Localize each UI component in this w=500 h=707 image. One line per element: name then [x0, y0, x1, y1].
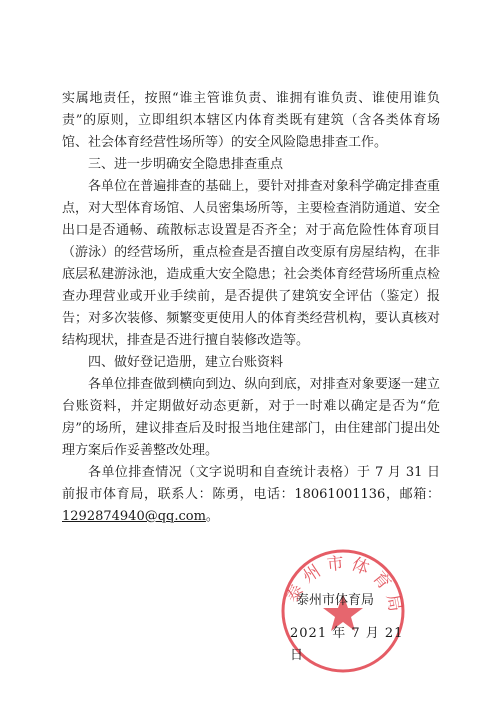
seal-text: 泰州市体育局	[282, 553, 407, 620]
paragraph-registration: 各单位排查做到横向到边、纵向到底，对排查对象要逐一建立台账资料，并定期做好动态更新，对于一时难以确定是否为“危房”的场所，建议排查后及时报当地住建部门，由住建部门提出处理方案后作妥善整改处理。	[62, 377, 440, 458]
signature-date: 2021 年 7 月 21 日	[290, 626, 404, 663]
document-body	[62, 88, 440, 528]
paragraph-inspection-focus: 各单位在普遍排查的基础上，要针对排查对象科学确定排查重点，对大型体育场馆、人员密集场所等，主要检查消防通道、安全出口是否通畅、疏散标志设置是否齐全；对于高危险性体育项目（游泳）的经营场所，重点检查是否擅自改变原有房屋结构，在非底层私建游泳池，造成重大安全隐患；社会类体育经营场所重点检查办理营业或开业手续前，是否提供了建筑安全评估（鉴定）报告；对多次装修、频繁变更使用人的体育类经营机构，要认真核对结构现状，排查是否进行擅自装修改造等。	[62, 179, 440, 348]
signature-organization: 泰州市体育局	[296, 593, 375, 608]
section-heading-4: 四、做好登记造册，建立台账资料	[88, 355, 284, 370]
paragraph-responsibility: 实属地责任，按照“谁主管谁负责、谁拥有谁负责、谁使用谁负责”的原则，立即组织本辖区内体育类既有建筑（含各类体育场馆、社会体育经营性场所等）的安全风险隐患排查工作。	[62, 91, 440, 150]
section-heading-3: 三、进一步明确安全隐患排查重点	[88, 157, 284, 172]
reporting-end: 。	[205, 509, 219, 524]
paragraph-reporting	[62, 462, 440, 528]
email-link[interactable]: 1292874940@qq.com	[62, 509, 206, 524]
reporting-text: 各单位排查情况（文字说明和自查统计表格）于 7 月 31 日前报市体育局，联系人：陈勇，电话：18061001136，邮箱：	[62, 465, 440, 502]
